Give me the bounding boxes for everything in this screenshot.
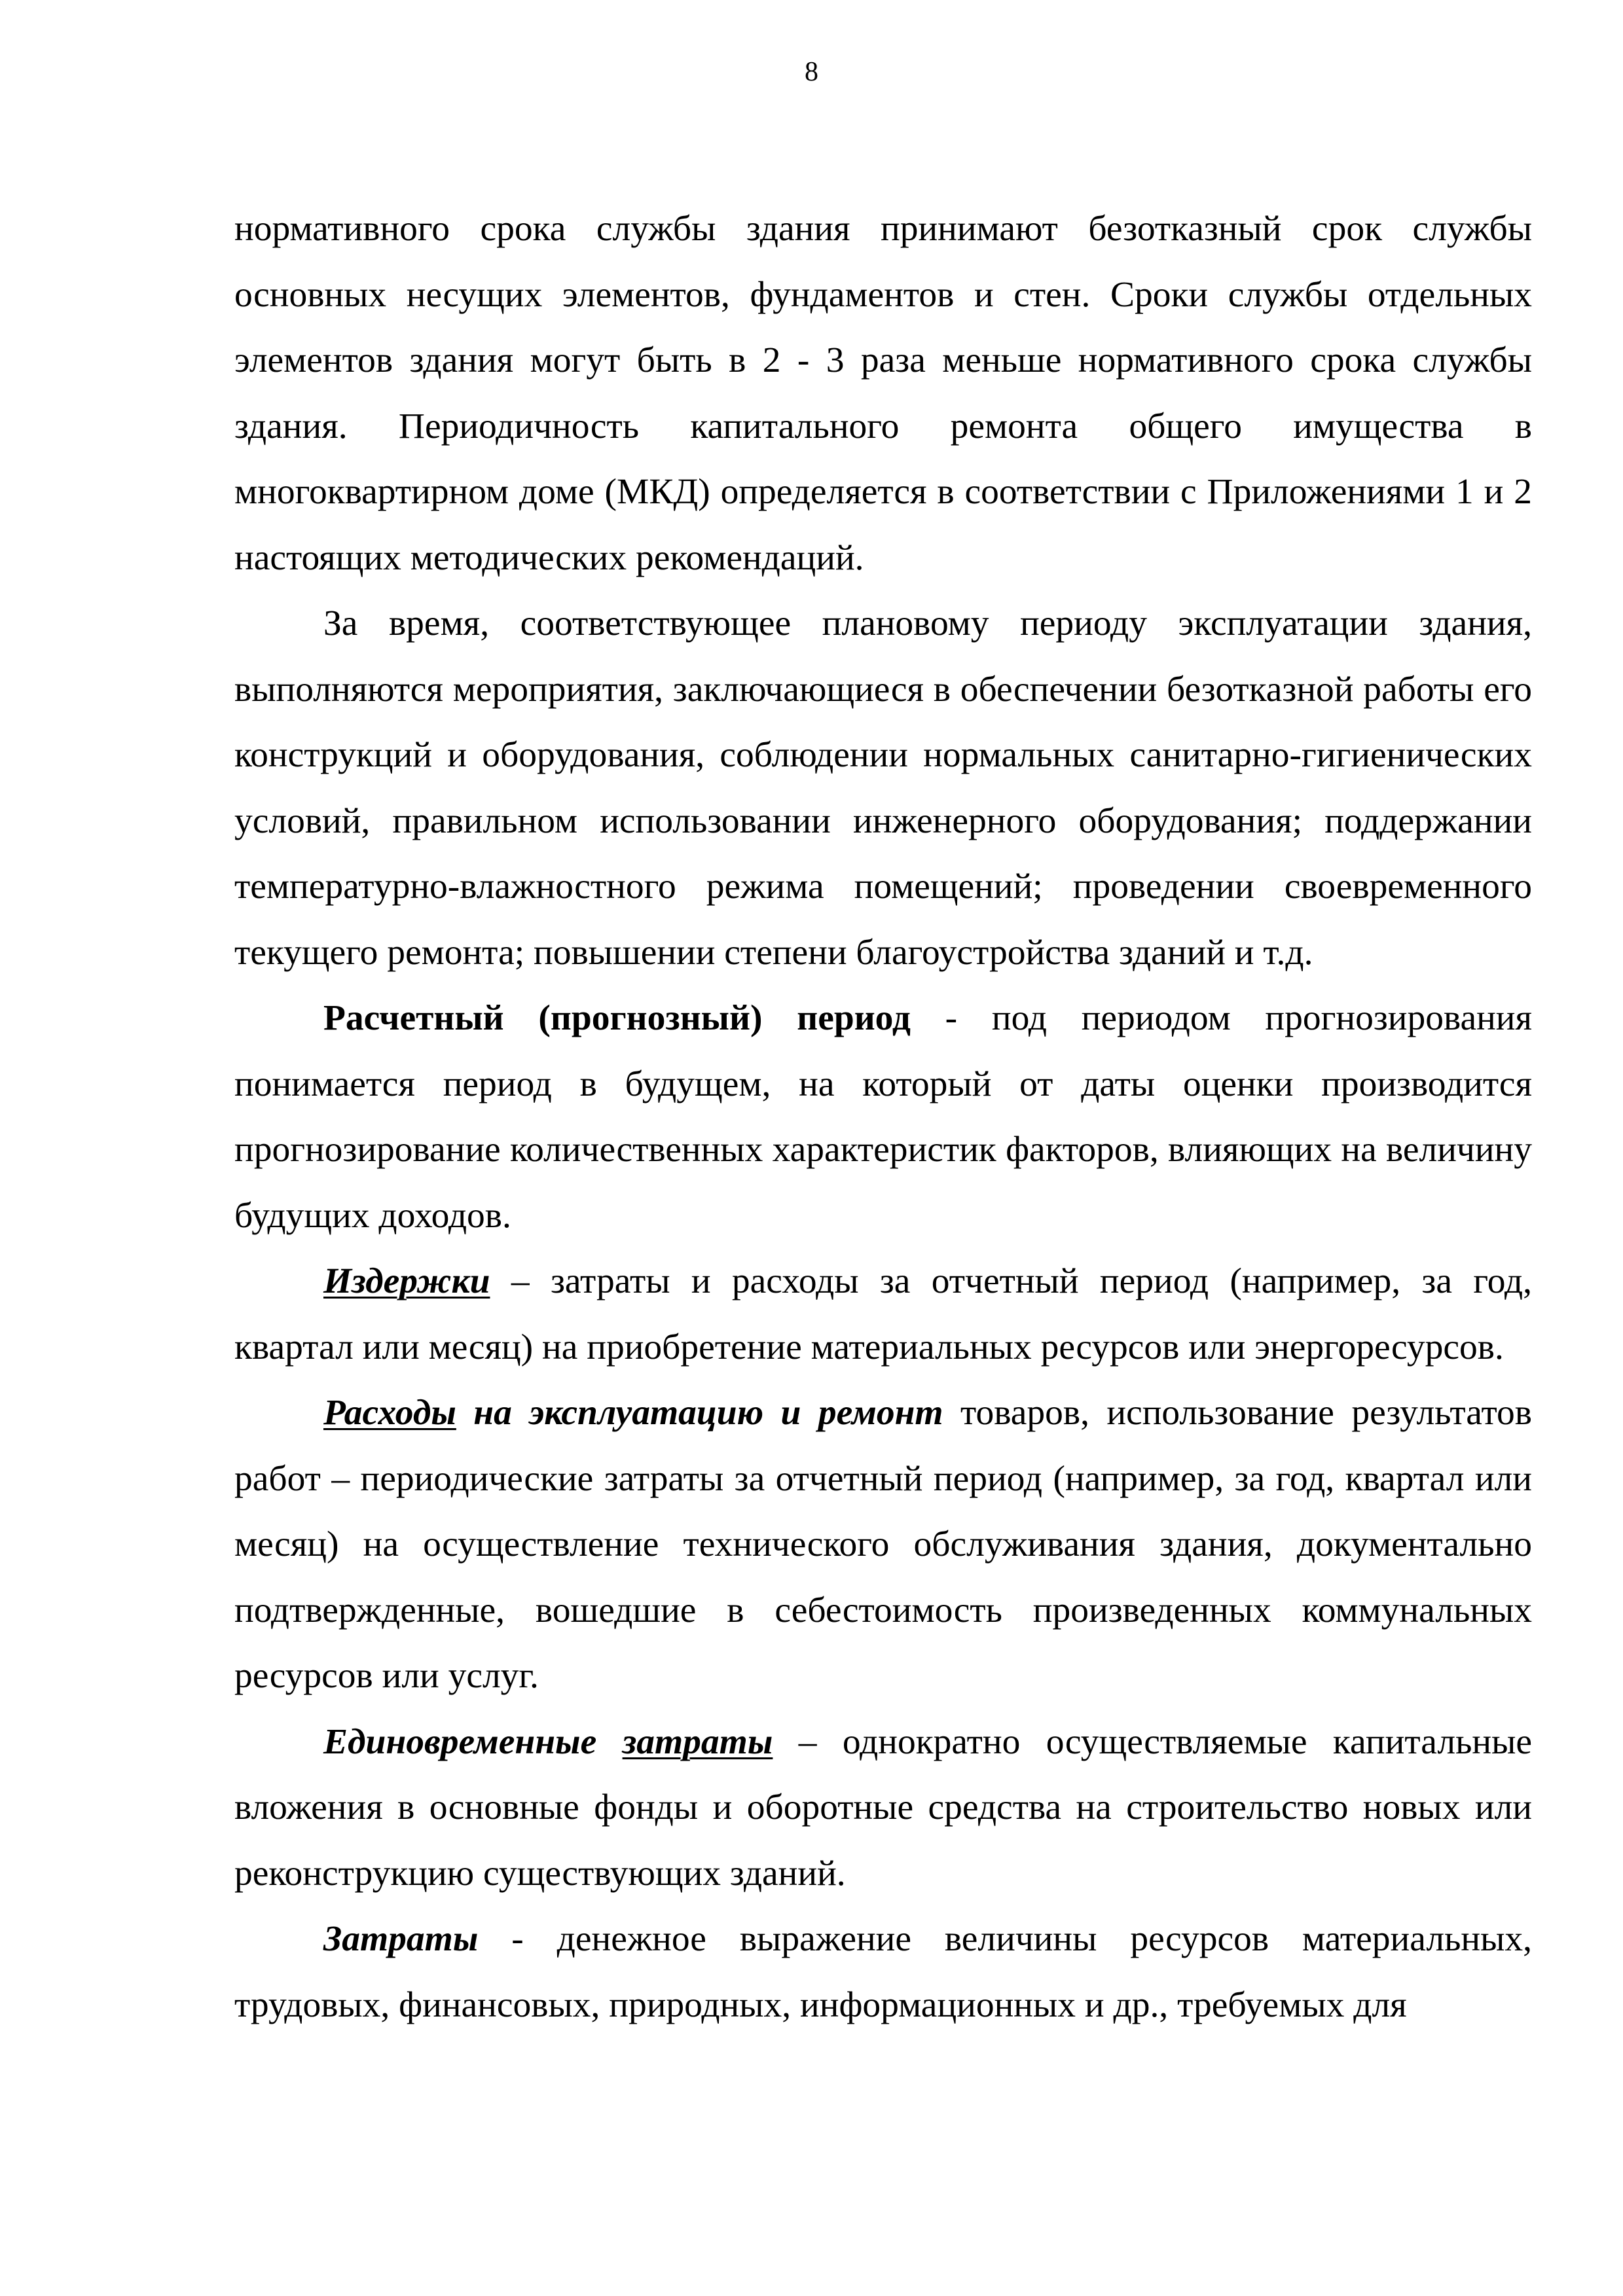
paragraph-text: нормативного срока службы здания принимают безотказный срок службы основных несущих элементов, фундаментов и стен. Сроки службы отдельных элементов здания могут быть в 2 - 3 раза меньше нормативного срока службы здания. Периодичность капитального ремонта общего имущества в многоквартирном доме (МКД) определяется в соответствии с Приложениями 1 и 2 настоящих методических рекомендаций. bbox=[234, 209, 1532, 578]
definition-text: – однократно осуществляемые капитальные вложения в основные фонды и оборотные средства на строительство новых или реконструкцию существующих зданий. bbox=[234, 1721, 1533, 1893]
term-one-time-costs: затраты bbox=[622, 1721, 773, 1762]
term-expenditures: Затраты bbox=[323, 1919, 479, 1959]
definition-text: товаров, использование результатов работ – периодические затраты за отчетный период (например, за год, квартал или месяц) на осуществление технического обслуживания здания, документально подтвержденные, вошедшие в себестоимость произведенных коммунальных ресурсов или услуг. bbox=[234, 1393, 1532, 1696]
term-one-time: Единовременные bbox=[323, 1721, 623, 1762]
definition-expenditures bbox=[234, 1907, 1532, 2038]
page-number: 8 bbox=[805, 57, 818, 87]
definition-operation-expenses bbox=[234, 1380, 1532, 1710]
definition-text: – затраты и расходы за отчетный период (например, за год, квартал или месяц) на приобретение материальных ресурсов или энергоресурсов. bbox=[234, 1261, 1532, 1367]
definition-forecast-period bbox=[234, 986, 1532, 1249]
term-costs: Издержки bbox=[323, 1261, 490, 1301]
term-operation-and-repair: на эксплуатацию и ремонт bbox=[456, 1393, 943, 1433]
definition-text: - денежное выражение величины ресурсов материальных, трудовых, финансовых, природных, информационных и др., требуемых для bbox=[234, 1919, 1532, 2025]
definition-one-time-costs bbox=[234, 1710, 1532, 1907]
paragraph-text: За время, соответствующее плановому периоду эксплуатации здания, выполняются мероприятия, заключающиеся в обеспечении безотказной работы его конструкций и оборудования, соблюдении нормальных санитарно-гигиенических условий, правильном использовании инженерного оборудования; поддержании температурно-влажностного режима помещений; проведении своевременного текущего ремонта; повышении степени благоустройства зданий и т.д. bbox=[234, 603, 1532, 973]
definition-costs bbox=[234, 1249, 1532, 1380]
paragraph-continuation bbox=[234, 196, 1532, 591]
paragraph-maintenance-period bbox=[234, 591, 1532, 986]
definition-text: - под периодом прогнозирования понимается период в будущем, на который от даты оценки производится прогнозирование количественных характеристик факторов, влияющих на величину будущих доходов. bbox=[234, 998, 1533, 1236]
document-body bbox=[234, 196, 1532, 2038]
term-forecast-period: Расчетный (прогнозный) период bbox=[323, 998, 911, 1038]
term-expenses: Расходы bbox=[323, 1393, 456, 1433]
